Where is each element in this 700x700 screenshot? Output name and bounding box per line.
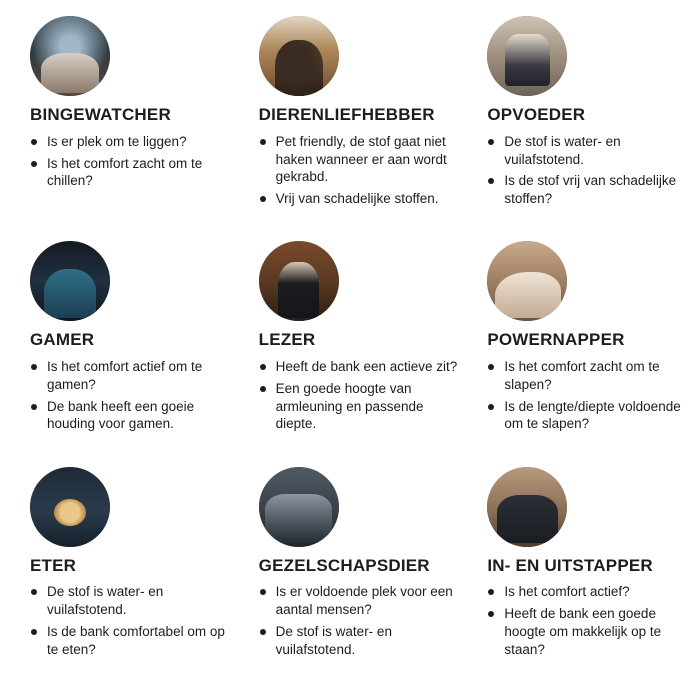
point-text: Pet friendly, de stof gaat niet haken wanneer er aan wordt gekrabd. bbox=[275, 133, 447, 185]
powernapper-photo bbox=[487, 241, 567, 321]
list-item bbox=[487, 358, 690, 394]
bullet-icon bbox=[488, 404, 494, 410]
point-text: De stof is water- en vuilafstotend. bbox=[47, 584, 164, 618]
point-text: De bank heeft een goeie houding voor gamen. bbox=[47, 398, 195, 432]
opvoeder-photo bbox=[487, 16, 567, 96]
list-item bbox=[30, 583, 233, 619]
persona-title: LEZER bbox=[258, 330, 316, 350]
bullet-icon bbox=[488, 364, 494, 370]
persona-title: ETER bbox=[30, 555, 77, 575]
lezer-photo bbox=[259, 241, 339, 321]
list-item bbox=[259, 380, 462, 433]
list-item bbox=[259, 133, 462, 186]
point-text: Is de lengte/diepte voldoende om te slapen? bbox=[504, 398, 681, 432]
persona-title: POWERNAPPER bbox=[487, 330, 625, 350]
persona-card-bingewatcher bbox=[10, 16, 233, 239]
list-item bbox=[30, 155, 233, 191]
bullet-icon bbox=[31, 139, 37, 145]
persona-points bbox=[259, 583, 462, 662]
persona-points bbox=[30, 133, 233, 194]
persona-title: GAMER bbox=[30, 330, 95, 350]
persona-title: IN- EN UITSTAPPER bbox=[487, 555, 653, 575]
gezelschapsdier-photo bbox=[259, 467, 339, 547]
persona-card-gezelschapsdier bbox=[239, 467, 462, 690]
eter-photo bbox=[30, 467, 110, 547]
persona-card-powernapper bbox=[467, 241, 690, 464]
bullet-icon bbox=[31, 364, 37, 370]
persona-card-eter bbox=[10, 467, 233, 690]
point-text: Is het comfort zacht om te chillen? bbox=[47, 155, 203, 189]
list-item bbox=[487, 605, 690, 658]
bullet-icon bbox=[260, 364, 266, 370]
in-en-uitstapper-photo bbox=[487, 467, 567, 547]
bingewatcher-photo bbox=[30, 16, 110, 96]
point-text: Heeft de bank een actieve zit? bbox=[275, 359, 458, 375]
list-item bbox=[487, 172, 690, 208]
list-item bbox=[259, 583, 462, 619]
bullet-icon bbox=[260, 139, 266, 145]
list-item bbox=[30, 133, 233, 151]
list-item bbox=[259, 190, 462, 208]
point-text: De stof is water- en vuilafstotend. bbox=[504, 133, 621, 167]
list-item bbox=[259, 358, 462, 376]
bullet-icon bbox=[31, 589, 37, 595]
gamer-photo bbox=[30, 241, 110, 321]
point-text: Is er voldoende plek voor een aantal mensen? bbox=[275, 584, 453, 618]
list-item bbox=[259, 623, 462, 659]
persona-title: DIERENLIEFHEBBER bbox=[258, 105, 435, 124]
bullet-icon bbox=[260, 629, 266, 635]
bullet-icon bbox=[31, 629, 37, 635]
persona-card-in-en-uitstapper bbox=[467, 467, 690, 690]
point-text: Is het comfort actief om te gamen? bbox=[47, 359, 203, 392]
bullet-icon bbox=[488, 178, 494, 184]
persona-points bbox=[30, 583, 233, 662]
persona-points bbox=[487, 583, 690, 662]
dierenliefhebber-photo bbox=[259, 16, 339, 96]
persona-card-opvoeder bbox=[467, 16, 690, 239]
point-text: Heeft de bank een goede hoogte om makkelijk op te staan? bbox=[504, 606, 662, 657]
bullet-icon bbox=[260, 386, 266, 392]
bullet-icon bbox=[488, 611, 494, 617]
persona-title: OPVOEDER bbox=[487, 105, 586, 124]
list-item bbox=[487, 133, 690, 169]
persona-card-gamer bbox=[10, 241, 233, 464]
point-text: Is het comfort zacht om te slapen? bbox=[504, 359, 660, 392]
point-text: Is de stof vrij van schadelijke stoffen? bbox=[504, 173, 677, 207]
persona-card-lezer bbox=[239, 241, 462, 464]
persona-points bbox=[487, 358, 690, 437]
persona-card-dierenliefhebber bbox=[239, 16, 462, 239]
point-text: Vrij van schadelijke stoffen. bbox=[275, 191, 439, 207]
list-item bbox=[487, 583, 690, 601]
bullet-icon bbox=[31, 161, 37, 167]
persona-title: GEZELSCHAPSDIER bbox=[258, 555, 430, 575]
point-text: Is de bank comfortabel om op te eten? bbox=[47, 623, 225, 657]
list-item bbox=[30, 623, 233, 659]
list-item bbox=[30, 358, 233, 394]
list-item bbox=[487, 398, 690, 434]
point-text: Is er plek om te liggen? bbox=[47, 133, 187, 149]
bullet-icon bbox=[260, 196, 266, 202]
persona-points bbox=[259, 358, 462, 437]
bullet-icon bbox=[488, 589, 494, 595]
persona-title: BINGEWATCHER bbox=[30, 105, 171, 124]
bullet-icon bbox=[31, 404, 37, 410]
persona-points bbox=[487, 133, 690, 212]
point-text: De stof is water- en vuilafstotend. bbox=[275, 623, 392, 657]
point-text: Een goede hoogte van armleuning en passende diepte. bbox=[275, 380, 424, 432]
persona-points bbox=[259, 133, 462, 212]
list-item bbox=[30, 398, 233, 434]
bullet-icon bbox=[260, 589, 266, 595]
bullet-icon bbox=[488, 139, 494, 145]
persona-points bbox=[30, 358, 233, 437]
point-text: Is het comfort actief? bbox=[504, 584, 630, 600]
